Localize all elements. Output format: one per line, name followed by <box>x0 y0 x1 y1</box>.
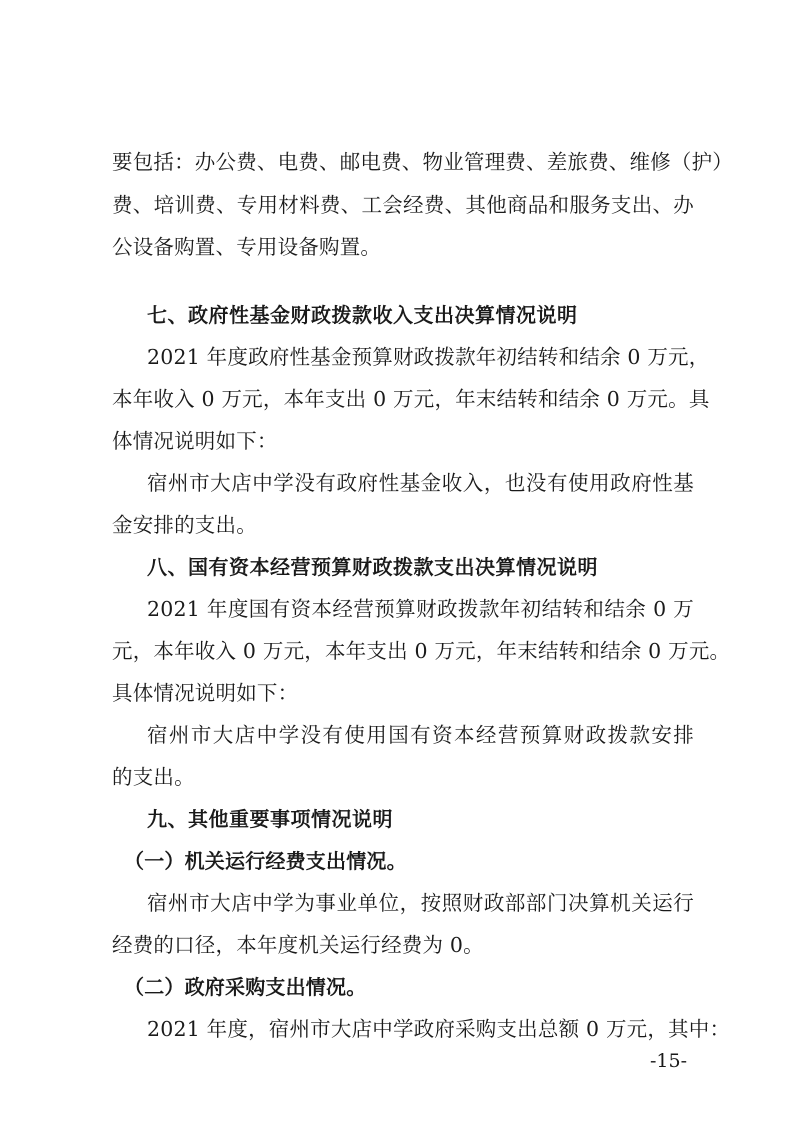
paragraph-line: 的支出。 <box>112 765 195 789</box>
paragraph-line: 2021 年度，宿州市大店中学政府采购支出总额 0 万元，其中： <box>147 1017 731 1041</box>
paragraph-line: 费、培训费、专用材料费、工会经费、其他商品和服务支出、办 <box>112 193 694 217</box>
page-number: -15- <box>650 1050 688 1072</box>
paragraph-line: 宿州市大店中学没有使用国有资本经营预算财政拨款安排 <box>147 723 694 747</box>
paragraph-line: 宿州市大店中学为事业单位，按照财政部部门决算机关运行 <box>147 891 694 915</box>
section-heading-9: 九、其他重要事项情况说明 <box>147 807 393 831</box>
section-heading-7: 七、政府性基金财政拨款收入支出决算情况说明 <box>147 303 578 327</box>
section-heading-8: 八、国有资本经营预算财政拨款支出决算情况说明 <box>147 555 598 579</box>
paragraph-line: 宿州市大店中学没有政府性基金收入，也没有使用政府性基 <box>147 471 694 495</box>
paragraph-line: 2021 年度政府性基金预算财政拨款年初结转和结余 0 万元， <box>147 345 710 369</box>
paragraph-line: 元，本年收入 0 万元，本年支出 0 万元，年末结转和结余 0 万元。 <box>112 639 731 663</box>
paragraph-line: 经费的口径，本年度机关运行经费为 0。 <box>112 933 484 957</box>
subsection-heading-2: （二）政府采购支出情况。 <box>124 975 367 999</box>
paragraph-line: 2021 年度国有资本经营预算财政拨款年初结转和结余 0 万 <box>147 597 694 621</box>
paragraph-line: 具体情况说明如下： <box>112 681 299 705</box>
paragraph-line: 要包括：办公费、电费、邮电费、物业管理费、差旅费、维修（护） <box>112 150 733 174</box>
paragraph-line: 公设备购置、专用设备购置。 <box>112 235 382 259</box>
subsection-heading-1: （一）机关运行经费支出情况。 <box>124 849 407 873</box>
paragraph-line: 金安排的支出。 <box>112 513 257 537</box>
paragraph-line: 体情况说明如下： <box>112 429 278 453</box>
paragraph-line: 本年收入 0 万元，本年支出 0 万元，年末结转和结余 0 万元。具 <box>112 387 710 411</box>
